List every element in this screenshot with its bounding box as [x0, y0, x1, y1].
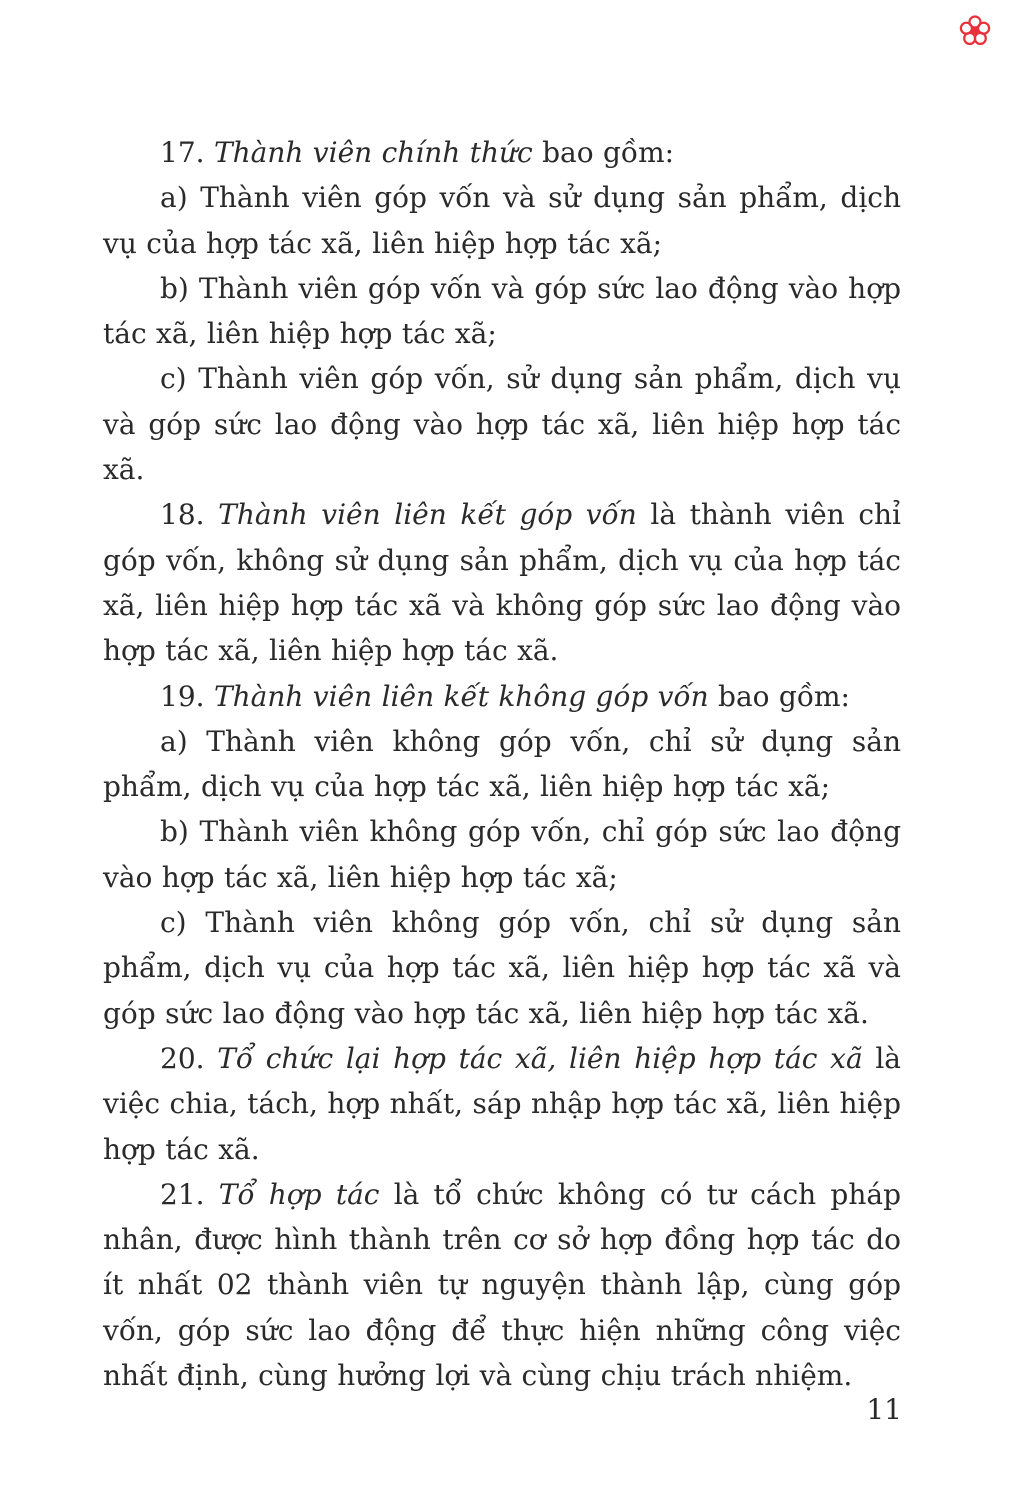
paragraph-19a: a) Thành viên không góp vốn, chỉ sử dụng sản phẩm, dịch vụ của hợp tác xã, liên hiệp hợp tác xã; [103, 724, 901, 804]
paragraph-17b: b) Thành viên góp vốn và góp sức lao động vào hợp tác xã, liên hiệp hợp tác xã; [103, 271, 901, 351]
paragraph-18: 18. Thành viên liên kết góp vốn là thành viên chỉ góp vốn, không sử dụng sản phẩm, dịch vụ của hợp tác xã, liên hiệp hợp tác xã và không góp sức lao động vào hợp tác xã, liên hiệp hợp tác xã. [103, 498, 901, 668]
paragraph-19: 19. Thành viên liên kết không góp vốn bao gồm: [160, 679, 850, 713]
term-italic: Thành viên liên kết góp vốn [218, 498, 637, 532]
term-italic: Thành viên chính thức [213, 136, 533, 169]
document-body [103, 130, 901, 1398]
paragraph-19c: c) Thành viên không góp vốn, chỉ sử dụng sản phẩm, dịch vụ của hợp tác xã, liên hiệp hợp tác xã và góp sức lao động vào hợp tác xã, liên hiệp hợp tác xã. [103, 906, 901, 1030]
term-italic: Thành viên liên kết không góp vốn [213, 679, 709, 713]
paragraph-19b: b) Thành viên không góp vốn, chỉ góp sức lao động vào hợp tác xã, liên hiệp hợp tác xã; [103, 815, 901, 894]
page-number: 11 [866, 1393, 902, 1426]
paragraph-21: 21. Tổ hợp tác là tổ chức không có tư cách pháp nhân, được hình thành trên cơ sở hợp đồng hợp tác do ít nhất 02 thành viên tự nguyện thành lập, cùng góp vốn, góp sức lao động để thực hiện những công việc nhất định, cùng hưởng lợi và cùng chịu trách nhiệm. [103, 1177, 902, 1393]
term-italic: Tổ chức lại hợp tác xã, liên hiệp hợp tác xã [217, 1041, 863, 1075]
paragraph-17: 17. Thành viên chính thức bao gồm: [160, 136, 675, 169]
paragraph-17a: a) Thành viên góp vốn và sử dụng sản phẩm, dịch vụ của hợp tác xã, liên hiệp hợp tác xã; [103, 181, 901, 260]
paragraph-17c: c) Thành viên góp vốn, sử dụng sản phẩm, dịch vụ và góp sức lao động vào hợp tác xã, liên hiệp hợp tác xã. [103, 362, 901, 487]
flower-ornament-icon [958, 14, 992, 48]
term-italic: Tổ hợp tác [218, 1177, 380, 1211]
paragraph-20: 20. Tổ chức lại hợp tác xã, liên hiệp hợp tác xã là việc chia, tách, hợp nhất, sáp nhập hợp tác xã, liên hiệp hợp tác xã. [103, 1041, 901, 1166]
